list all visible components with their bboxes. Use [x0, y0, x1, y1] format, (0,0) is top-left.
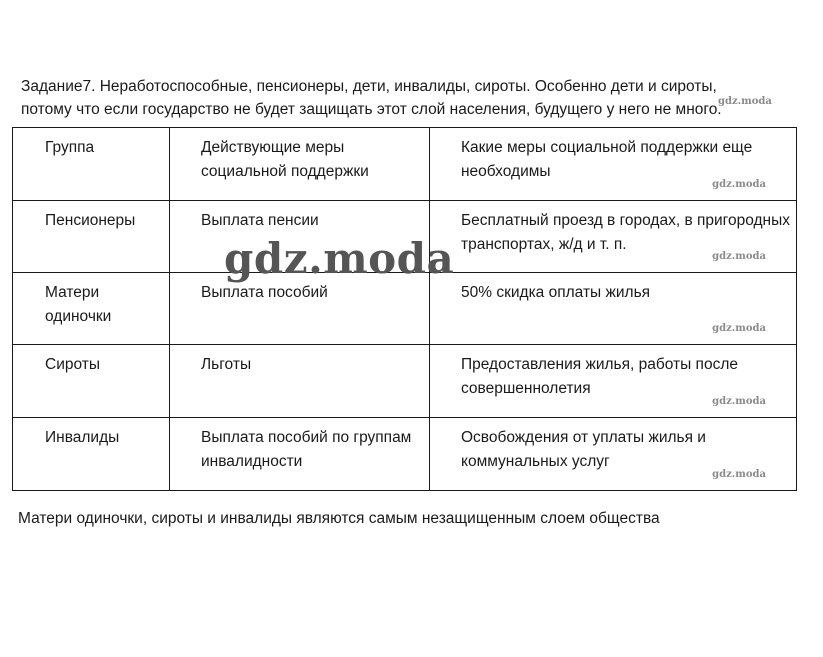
table-cell [430, 273, 797, 345]
table-cell: Льготы [170, 345, 430, 418]
social-support-table [12, 127, 797, 491]
table-cell: Инвалиды [13, 418, 170, 491]
watermark-small: gdz.moda [712, 251, 766, 262]
header-text: Какие меры социальной поддержки еще необходимы [461, 139, 753, 180]
cell-text: 50% скидка оплаты жилья [461, 284, 651, 301]
table-header-row [13, 128, 797, 201]
watermark-small: gdz.moda [712, 396, 766, 407]
table-cell: Пенсионеры [13, 201, 170, 273]
cell-text: Предоставления жилья, работы после совершеннолетия [461, 356, 738, 397]
intro-line-2: потому что если государство не будет защищать этот слой населения, будущего у него не много. [21, 101, 722, 118]
header-cell: Группа [13, 128, 170, 201]
table-row [13, 273, 797, 345]
watermark-small: gdz.moda [712, 323, 766, 334]
cell-text: Бесплатный проезд в городах, в пригородных транспортах, ж/д и т. п. [461, 212, 790, 253]
watermark-small: gdz.moda [718, 96, 772, 107]
header-cell: Действующие меры социальной поддержки [170, 128, 430, 201]
intro-line-1: Задание7. Неработоспособные, пенсионеры, дети, инвалиды, сироты. Особенно дети и сироты, [21, 78, 717, 95]
table-cell: Сироты [13, 345, 170, 418]
cell-text: Освобождения от уплаты жилья и коммунальных услуг [461, 429, 706, 470]
table-cell [430, 345, 797, 418]
table-cell [430, 201, 797, 273]
table-cell: Выплата пособий по группам инвалидности [170, 418, 430, 491]
conclusion-text: Матери одиночки, сироты и инвалиды являются самым незащищенным слоем общества [18, 510, 660, 527]
table-row [13, 345, 797, 418]
table-row [13, 418, 797, 491]
watermark-small: gdz.moda [712, 179, 766, 190]
table-cell: Выплата пенсии [170, 201, 430, 273]
table-cell: Матери одиночки [13, 273, 170, 345]
header-cell [430, 128, 797, 201]
watermark-small: gdz.moda [712, 469, 766, 480]
table-cell [430, 418, 797, 491]
table-cell: Выплата пособий [170, 273, 430, 345]
watermark-large: gdz.moda [224, 234, 455, 283]
task-intro [21, 75, 811, 121]
